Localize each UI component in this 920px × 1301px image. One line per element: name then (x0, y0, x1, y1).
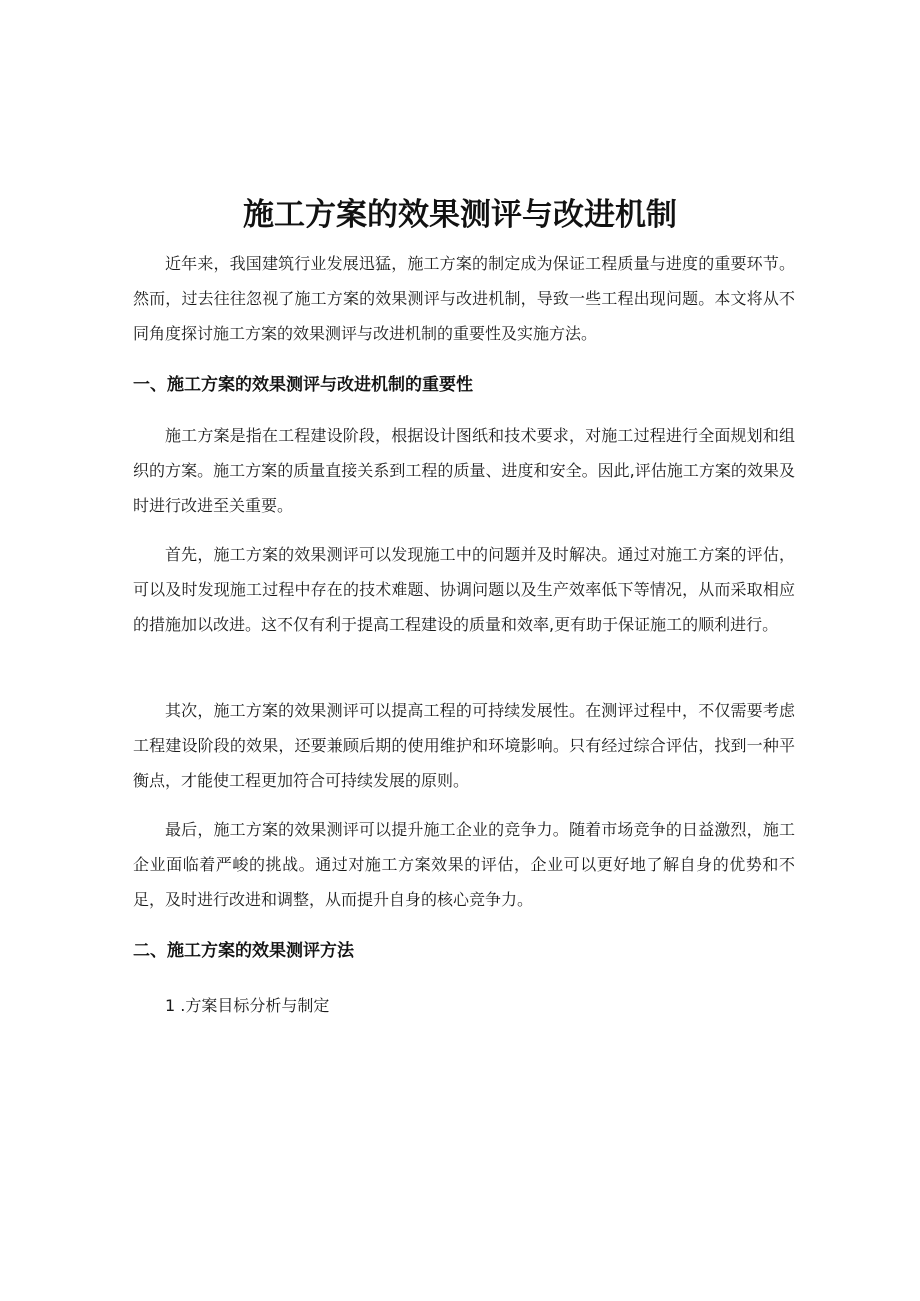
section-2-heading: 二、施工方案的效果测评方法 (133, 941, 354, 961)
intro-paragraph: 近年来，我国建筑行业发展迅猛，施工方案的制定成为保证工程质量与进度的重要环节。然而，过去往往忽视了施工方案的效果测评与改进机制，导致一些工程出现问题。本文将从不同角度探讨施工方案的效果测评与改进机制的重要性及实施方法。 (133, 254, 795, 343)
section-1-heading: 一、施工方案的效果测评与改进机制的重要性 (133, 375, 473, 395)
section-1-paragraph-2: 首先，施工方案的效果测评可以发现施工中的问题并及时解决。通过对施工方案的评估，可以及时发现施工过程中存在的技术难题、协调问题以及生产效率低下等情况，从而采取相应的措施加以改进。这不仅有利于提高工程建设的质量和效率,更有助于保证施工的顺利进行。 (133, 545, 795, 634)
section-1-paragraph-3: 其次，施工方案的效果测评可以提高工程的可持续发展性。在测评过程中，不仅需要考虑工程建设阶段的效果，还要兼顾后期的使用维护和环境影响。只有经过综合评估，找到一种平衡点，才能使工程更加符合可持续发展的原则。 (133, 701, 795, 790)
section-1-paragraph-1: 施工方案是指在工程建设阶段，根据设计图纸和技术要求，对施工过程进行全面规划和组织的方案。施工方案的质量直接关系到工程的质量、进度和安全。因此,评估施工方案的效果及时进行改进至关重要。 (133, 426, 795, 515)
document-title: 施工方案的效果测评与改进机制 (243, 196, 677, 233)
section-2-list-item: 1 .方案目标分析与制定 (165, 996, 330, 1015)
section-1-paragraph-4: 最后，施工方案的效果测评可以提升施工企业的竞争力。随着市场竞争的日益激烈，施工企业面临着严峻的挑战。通过对施工方案效果的评估，企业可以更好地了解自身的优势和不足，及时进行改进和调整，从而提升自身的核心竞争力。 (133, 820, 795, 909)
